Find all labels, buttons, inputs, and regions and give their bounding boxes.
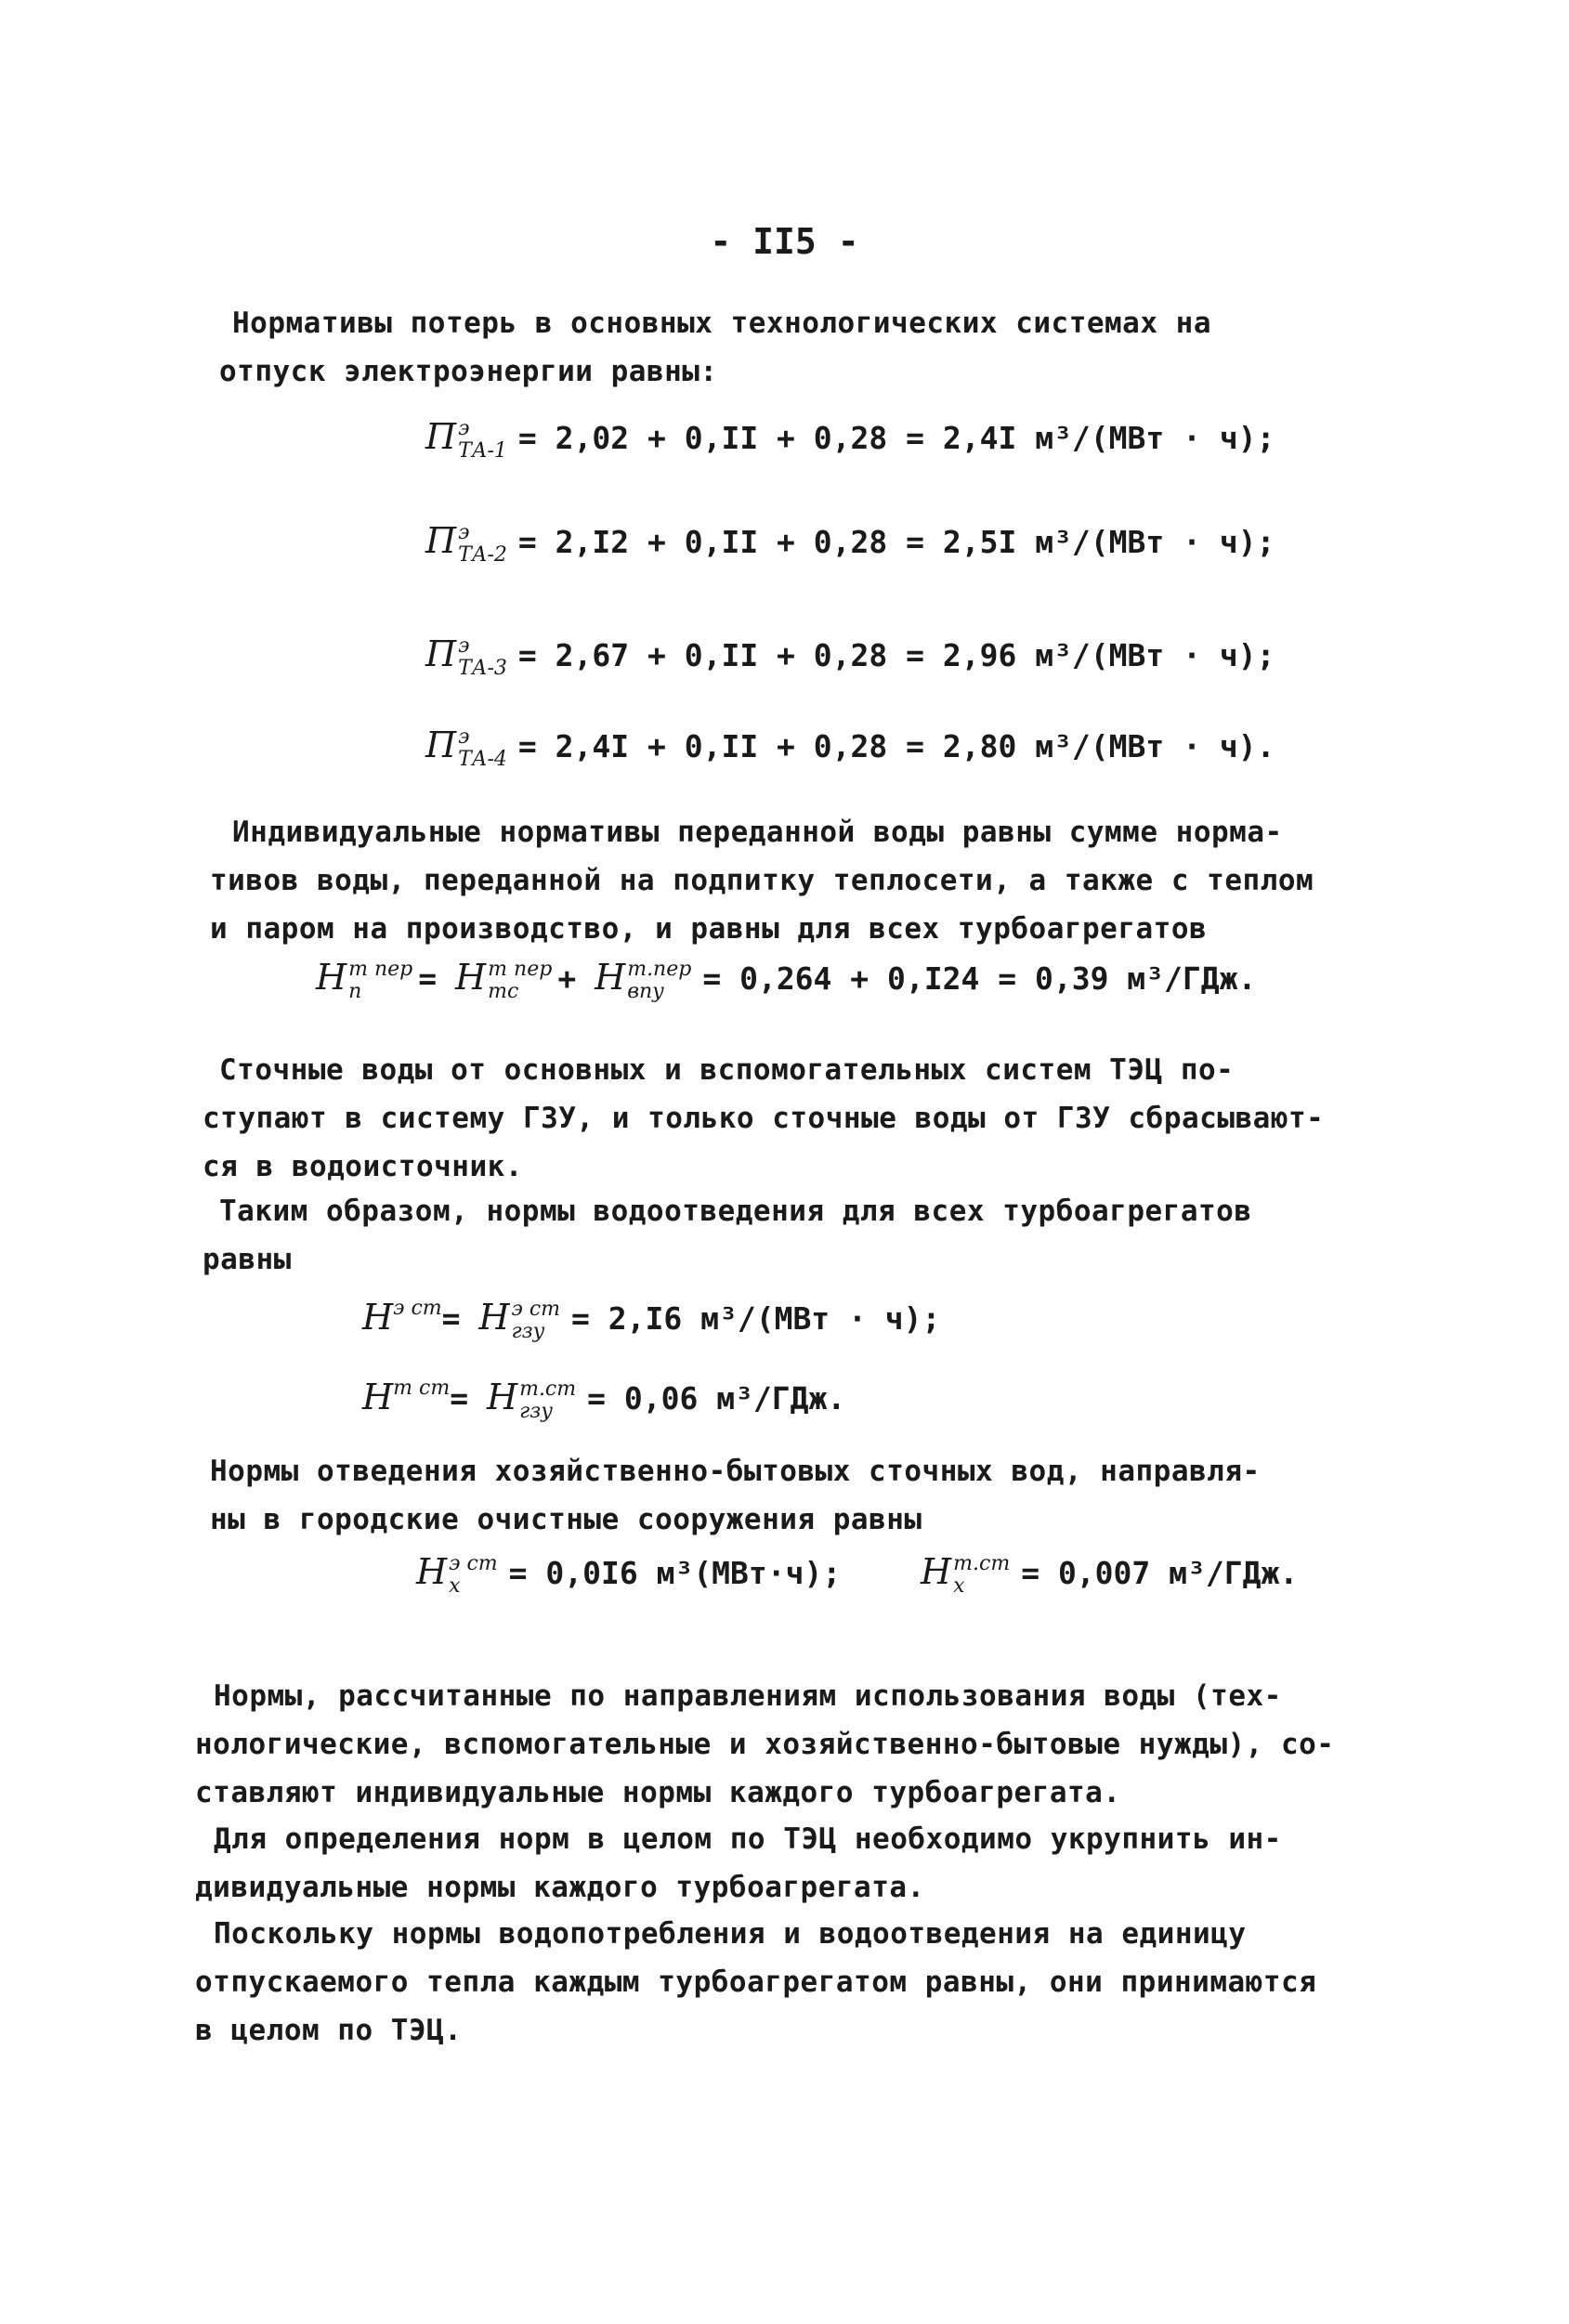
paragraph-conclusion: [195, 1910, 1316, 2055]
text-line: тивов воды, переданной на подпитку теплосети, а также с теплом: [210, 864, 1314, 897]
text-line: ся в водоисточник.: [203, 1150, 523, 1183]
text-line: Нормы, рассчитанные по направлениям использования воды (тех-: [214, 1679, 1282, 1713]
formula-household: Н э ст х = 0,0I6 м³(МВт·ч); Н т.ст х = 0,007 м³/ГДж.: [416, 1551, 1299, 1598]
text-line: в целом по ТЭЦ.: [195, 2014, 463, 2047]
text-line: дивидуальные нормы каждого турбоагрегата.: [195, 1871, 925, 1904]
formula-disposal-electric: $Н^{э ст}= Н$ э ст гзу = 2,I6 м³/(МВт · ч);: [362, 1297, 941, 1343]
formula-transfer: Н т пер п = Н т пер тс + Н т.пер впу = 0,264 + 0,I24 = 0,39 м³/ГДж.: [316, 957, 1257, 1003]
formula-loss-ta1: П э ТА-1 = 2,02 + 0,II + 0,28 = 2,4I м³/(МВт · ч);: [425, 416, 1275, 463]
text-line: Поскольку нормы водопотребления и водоотведения на единицу: [214, 1917, 1247, 1951]
formula-loss-ta3: П э ТА-3 = 2,67 + 0,II + 0,28 = 2,96 м³/(МВт · ч);: [425, 633, 1275, 680]
text-line: Нормы отведения хозяйственно-бытовых сточных вод, направля-: [210, 1455, 1261, 1488]
text-line: ставляют индивидуальные нормы каждого турбоагрегата.: [195, 1776, 1121, 1809]
text-line: равны: [203, 1243, 292, 1276]
text-line: Для определения норм в целом по ТЭЦ необходимо укрупнить ин-: [214, 1822, 1282, 1856]
paragraph-disposal-intro: [203, 1187, 1252, 1284]
paragraph-losses-intro: [219, 299, 1211, 396]
formula-loss-ta4: П э ТА-4 = 2,4I + 0,II + 0,28 = 2,80 м³/(МВт · ч).: [425, 725, 1275, 771]
paragraph-aggregate: [195, 1815, 1282, 1912]
text-line: отпускаемого тепла каждым турбоагрегатом равны, они принимаются: [195, 1965, 1317, 1999]
text-line: отпуск электроэнергии равны:: [219, 355, 718, 388]
paragraph-transfer: [210, 808, 1314, 953]
paragraph-norms: [195, 1672, 1334, 1817]
text-line: Сточные воды от основных и вспомогательных систем ТЭЦ по-: [219, 1053, 1235, 1087]
text-line: и паром на производство, и равны для всех турбоагрегатов: [210, 912, 1208, 946]
paragraph-wastewater: [203, 1046, 1325, 1191]
text-line: Нормативы потерь в основных технологических системах на: [232, 307, 1211, 340]
text-line: Индивидуальные нормативы переданной воды равны сумме норма-: [232, 816, 1283, 849]
text-line: ступают в систему ГЗУ, и только сточные воды от ГЗУ сбрасывают-: [203, 1102, 1325, 1135]
text-line: Таким образом, нормы водоотведения для всех турбоагрегатов: [219, 1195, 1252, 1228]
formula-disposal-heat: $Н^{т ст}= Н$ т.ст гзу = 0,06 м³/ГДж.: [362, 1377, 846, 1423]
paragraph-household: [210, 1447, 1261, 1544]
text-line: ны в городские очистные сооружения равны: [210, 1503, 922, 1536]
page-number: - II5 -: [710, 221, 859, 262]
text-line: нологические, вспомогательные и хозяйственно-бытовые нужды), со-: [195, 1728, 1335, 1761]
formula-loss-ta2: П э ТА-2 = 2,I2 + 0,II + 0,28 = 2,5I м³/(МВт · ч);: [425, 520, 1275, 567]
